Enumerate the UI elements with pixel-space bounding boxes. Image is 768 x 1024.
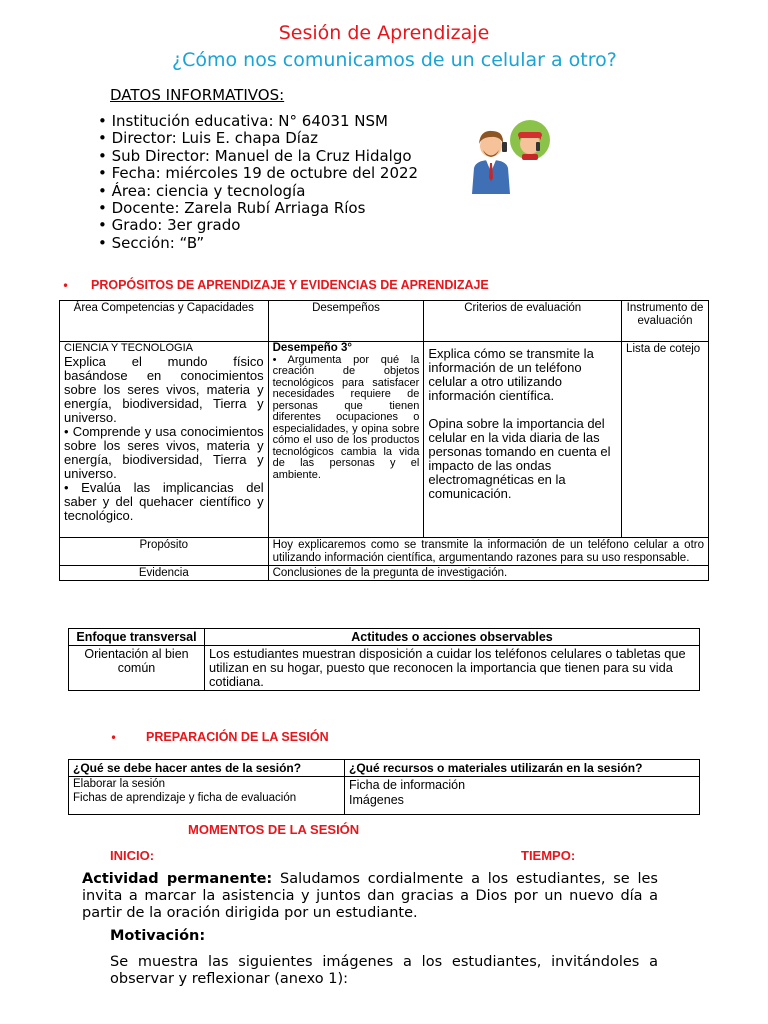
- table-row: [60, 301, 709, 342]
- evidencia-label: Evidencia: [60, 566, 269, 581]
- list-item: Fichas de aprendizaje y ficha de evaluación: [73, 791, 297, 804]
- list-item: • Institución educativa: N° 64031 NSM: [98, 113, 418, 130]
- bullet-icon: •: [62, 279, 70, 293]
- desempeno-title: Desempeño 3°: [272, 342, 352, 354]
- header-criterios: Criterios de evaluación: [424, 301, 622, 342]
- header-desempenos: Desempeños: [268, 301, 424, 342]
- criterio-item: Opina sobre la importancia del celular en la vida diaria de las personas tomando en cuenta el impacto de las ondas electromagnéticas en la comunicación.: [428, 416, 611, 501]
- preparacion-heading: PREPARACIÓN DE LA SESIÓN: [146, 730, 329, 744]
- actividad-label: Actividad permanente:: [82, 871, 273, 887]
- enfoque-row-text: Los estudiantes muestran disposición a cuidar los teléfonos celulares o tabletas que utilizan en su hogar, puesto que reconocen la importancia que tienen para su vida cotidiana.: [205, 646, 700, 691]
- bullet-icon: •: [110, 731, 118, 745]
- list-item: • Sub Director: Manuel de la Cruz Hidalgo: [98, 148, 418, 165]
- datos-heading: DATOS INFORMATIVOS:: [110, 86, 285, 104]
- list-item: Ficha de información: [349, 778, 466, 792]
- table-row: [60, 342, 709, 538]
- motivacion-text: Se muestra las siguientes imágenes a los estudiantes, invitándoles a observar y reflexionar (anexo 1):: [110, 954, 658, 987]
- instrumento-cell: Lista de cotejo: [622, 342, 709, 538]
- criterio-item: Explica cómo se transmite la información de un teléfono celular a otro utilizando información científica.: [428, 346, 594, 403]
- table-row: [60, 566, 709, 581]
- enfoque-header: Enfoque transversal: [69, 629, 205, 646]
- list-item: • Director: Luis E. chapa Díaz: [98, 130, 418, 147]
- list-item: • Docente: Zarela Rubí Arriaga Ríos: [98, 200, 418, 217]
- actividad-paragraph: [82, 871, 658, 922]
- list-item: • Grado: 3er grado: [98, 217, 418, 234]
- table-row: [69, 777, 700, 815]
- propositos-heading: PROPÓSITOS DE APRENDIZAJE Y EVIDENCIAS DE APRENDIZAJE: [91, 278, 489, 292]
- list-item: Imágenes: [349, 792, 404, 807]
- page-subtitle: ¿Cómo nos comunicamos de un celular a otro?: [172, 49, 617, 71]
- desempeno-cell: [268, 342, 424, 538]
- list-item: • Sección: “B”: [98, 235, 418, 252]
- area-item: • Evalúa las implicancias del saber y del quehacer científico y tecnológico.: [64, 479, 264, 523]
- criterios-cell: [424, 342, 622, 538]
- area-title: CIENCIA Y TECNOLOGIA: [64, 342, 193, 354]
- motivacion-label: Motivación:: [110, 928, 206, 944]
- enfoque-row-label: Orientación al bien común: [69, 646, 205, 691]
- proposito-text: Hoy explicaremos como se transmite la información de un teléfono celular a otro utilizando información científica, argumentando razones para su uso responsable.: [268, 538, 708, 566]
- antes-cell: [69, 777, 345, 815]
- header-area: Área Competencias y Capacidades: [60, 301, 269, 342]
- area-item: Explica el mundo físico basándose en conocimientos sobre los seres vivos, materia y energía, biodiversidad, Tierra y universo.: [64, 353, 264, 425]
- actividad-text: Saludamos cordialmente a los estudiantes, se les invita a marcar la asistencia y juntos dan gracias a Dios por un nuevo día a partir de la oración dirigida por un estudiante.: [82, 871, 658, 921]
- list-item: Elaborar la sesión: [73, 778, 166, 790]
- recursos-header: ¿Qué recursos o materiales utilizarán en la sesión?: [345, 760, 700, 777]
- page-title: Sesión de Aprendizaje: [278, 22, 490, 44]
- desempeno-text: • Argumenta por qué la creación de objetos tecnológicos para satisfacer necesidades requiere de personas que tienen diferentes ocupaciones o especialidades, y opina sobre cómo el uso de los productos tecnológicos cambia la vida de las personas y el ambiente.: [272, 353, 420, 481]
- phone-call-illustration: [466, 116, 556, 196]
- actitudes-header: Actitudes o acciones observables: [205, 629, 700, 646]
- table-row: [69, 646, 700, 691]
- momentos-heading: MOMENTOS DE LA SESIÓN: [188, 822, 360, 837]
- recursos-cell: [345, 777, 700, 815]
- evidencia-text: Conclusiones de la pregunta de investigación.: [268, 566, 708, 581]
- proposito-label: Propósito: [60, 538, 269, 566]
- list-item: • Área: ciencia y tecnología: [98, 183, 418, 200]
- enfoque-table: [68, 628, 700, 691]
- area-item: • Comprende y usa conocimientos sobre los seres vivos, materia y energía, biodiversidad, Tierra y universo.: [64, 423, 264, 481]
- header-instrumento: Instrumento de evaluación: [622, 301, 709, 342]
- area-cell: [60, 342, 269, 538]
- table-row: [60, 538, 709, 566]
- tiempo-label: TIEMPO:: [521, 848, 576, 863]
- table-row: [69, 629, 700, 646]
- inicio-label: INICIO:: [110, 848, 155, 863]
- table-row: [69, 760, 700, 777]
- antes-header: ¿Qué se debe hacer antes de la sesión?: [69, 760, 345, 777]
- list-item: • Fecha: miércoles 19 de octubre del 2022: [98, 165, 418, 182]
- preparacion-table: [68, 759, 700, 815]
- propositos-table: [59, 300, 709, 581]
- datos-list: [98, 113, 418, 252]
